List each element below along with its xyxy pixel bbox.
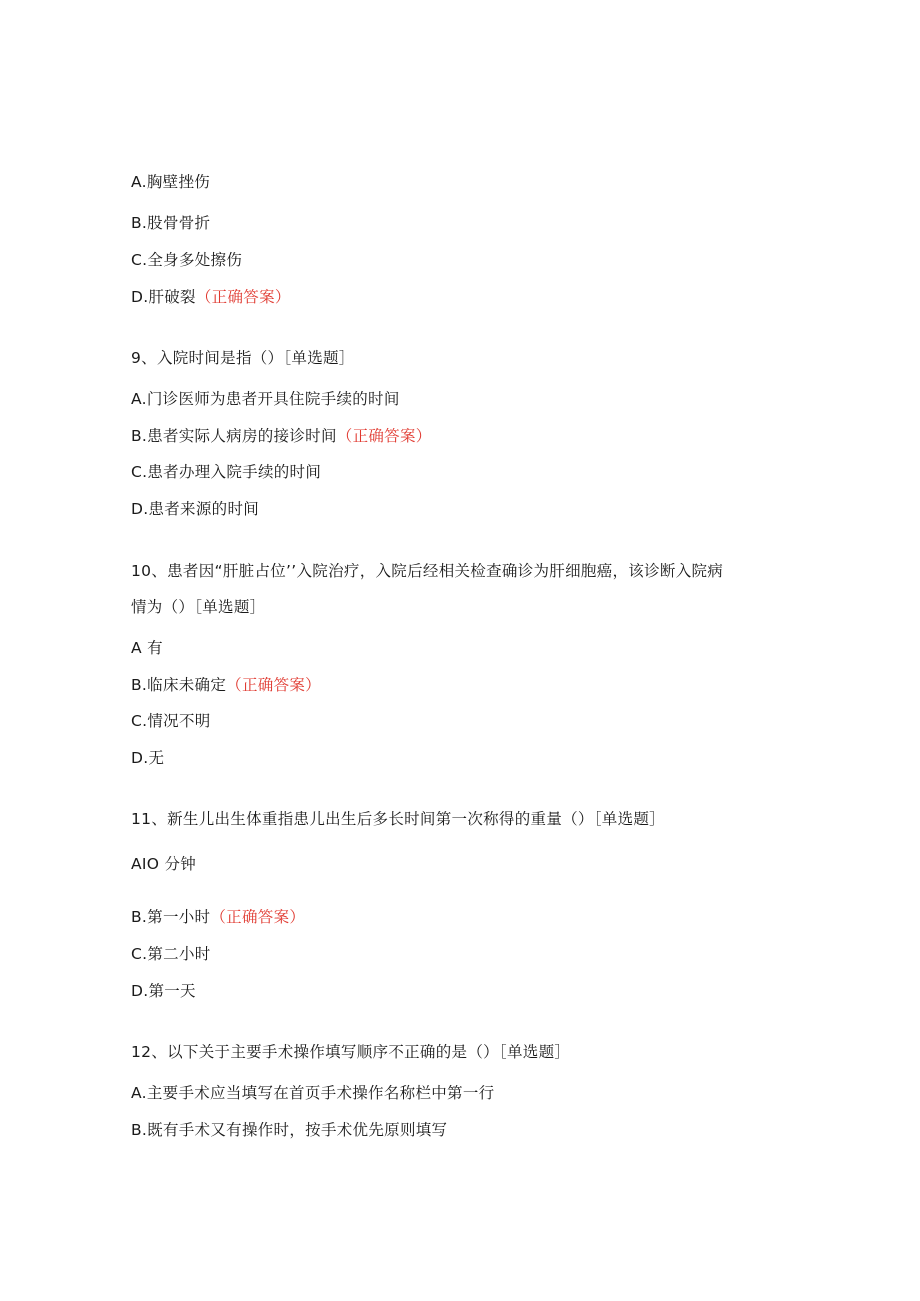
q9-option-b: B.患者实际人病房的接诊时间（正确答案） (131, 427, 432, 445)
q11-option-d: D.第一天 (131, 982, 196, 1000)
q10-option-b: B.临床未确定（正确答案） (131, 676, 321, 694)
q8-option-d: D.肝破裂（正确答案） (131, 288, 291, 306)
q10-option-d: D.无 (131, 749, 165, 767)
q8-option-c: C.全身多处擦伤 (131, 251, 243, 269)
q9-option-c: C.患者办理入院手续的时间 (131, 463, 322, 481)
q8-option-a: A.胸壁挫伤 (131, 173, 211, 191)
q9-option-d: D.患者来源的时间 (131, 500, 260, 518)
q8-option-b: B.股骨骨折 (131, 214, 211, 232)
correct-answer-mark: （正确答案） (195, 288, 291, 306)
q11-option-c: C.第二小时 (131, 945, 211, 963)
correct-answer-mark: （正确答案） (226, 676, 321, 694)
correct-answer-mark: （正确答案） (210, 908, 306, 926)
q9-question: 9、入院时间是指（）［单选题］ (131, 349, 355, 367)
q12-question: 12、以下关于主要手术操作填写顺序不正确的是（）［单选题］ (131, 1043, 571, 1061)
q11-option-a: AIO 分钟 (131, 855, 197, 873)
q11-option-b: B.第一小时（正确答案） (131, 908, 306, 926)
q11-question: 11、新生儿出生体重指患儿出生后多长时间第一次称得的重量（）［单选题］ (131, 810, 665, 828)
q10-question-line1: 10、患者因“肝脏占位’’入院治疗，入院后经相关检查确诊为肝细胞癌，该诊断入院病 (131, 562, 724, 580)
q10-option-a: A 有 (131, 639, 163, 657)
q12-option-a: A.主要手术应当填写在首页手术操作名称栏中第一行 (131, 1084, 495, 1102)
q9-option-a: A.门诊医师为患者开具住院手续的时间 (131, 390, 400, 408)
q12-option-b: B.既有手术又有操作时，按手术优先原则填写 (131, 1121, 448, 1139)
correct-answer-mark: （正确答案） (336, 427, 432, 445)
q10-option-c: C.情况不明 (131, 712, 211, 730)
q10-question-line2: 情为（）［单选题］ (131, 598, 266, 616)
